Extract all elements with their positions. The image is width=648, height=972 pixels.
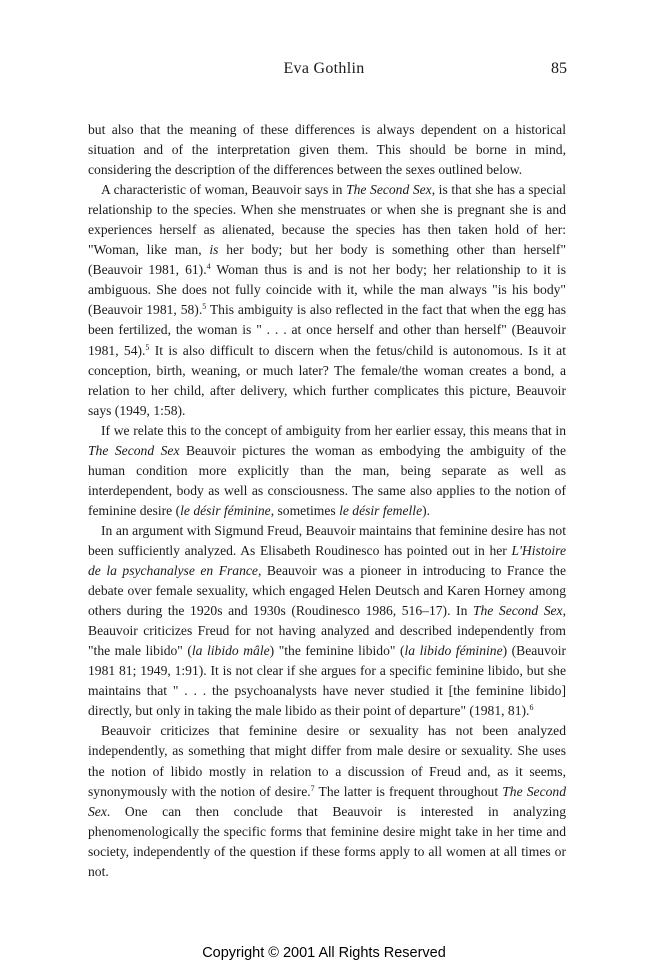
text-run: In an argument with Sigmund Freud, Beauvoir maintains that feminine desire has not been sufficiently analyzed. As Elisabeth Roudinesco has pointed out in her: [88, 522, 566, 558]
italic-text: is: [209, 242, 219, 258]
body-paragraph: [88, 521, 566, 721]
footnote-marker: 7: [310, 783, 315, 793]
text-run: Woman thus is and is not her body; her relationship to it is ambiguous. She does not fully coincide with it, while the man always "is his body" (Beauvoir 1981, 58).: [88, 262, 566, 318]
text-run: . One can then conclude that Beauvoir is interested in analyzing phenomenologically the specific forms that feminine desire might take in her time and society, independently of the question if these forms apply to all women at all times or not.: [88, 803, 566, 879]
text-run: , Beauvoir criticizes Freud for not having analyzed and described independently from "the male libido" (: [88, 603, 566, 659]
italic-text: The Second Sex: [88, 442, 180, 458]
body-paragraph: [88, 421, 566, 521]
running-head: [0, 60, 648, 82]
italic-text: le désir femelle: [339, 502, 423, 518]
italic-text: la libido féminine: [404, 643, 503, 659]
body-paragraph: [88, 721, 566, 881]
text-run: her body; but her body is something other than herself" (Beauvoir 1981, 61).: [88, 242, 566, 278]
text-run: , is that she has a special relationship to the species. When she menstruates or when she is pregnant she is and experiences herself as alienated, because the species has then taken hold of her: "Woman, like man,: [88, 182, 566, 258]
italic-text: la libido mâle: [191, 643, 270, 659]
page-number: 85: [551, 60, 567, 77]
text-run: This ambiguity is also reflected in the fact that when the egg has been fertilized, the woman is " . . . at once herself and other than herself" (Beauvoir 1981, 54).: [88, 302, 566, 358]
footnote-marker: 5: [202, 302, 207, 312]
italic-text: L'Histoire de la psychanalyse en France: [88, 542, 566, 579]
text-run: ) (Beauvoir 1981 81; 1949, 1:91). It is not clear if she argues for a specific feminine libido, but she maintains that " . . . the psychoanalysts have never studied it [the feminine libido] directly, but only in taking the male libido as their point of departure" (1981, 81).: [88, 643, 566, 719]
italic-text: The Second Sex: [472, 603, 563, 619]
body-paragraph: [88, 180, 566, 421]
footnote-marker: 6: [529, 703, 534, 713]
text-run: ).: [422, 502, 431, 518]
running-head-author: Eva Gothlin: [283, 60, 365, 77]
text-run: If we relate this to the concept of ambiguity from her earlier essay, this means that in: [101, 422, 566, 438]
text-run: A characteristic of woman, Beauvoir says in: [101, 182, 347, 198]
body-text: [88, 120, 566, 882]
text-run: Beauvoir criticizes that feminine desire or sexuality has not been analyzed independently, as something that might differ from male desire or sexuality. She uses the notion of libido mostly in relation to a discussion of Freud and, as it seems, synonymously with the notion of desire.: [88, 723, 566, 799]
italic-text: le désir féminine: [180, 502, 271, 518]
footnote-marker: 4: [206, 262, 211, 272]
body-paragraph: [88, 120, 566, 180]
text-run: , sometimes: [270, 502, 340, 518]
text-run: The latter is frequent throughout: [314, 783, 503, 799]
italic-text: The Second Sex: [346, 182, 432, 198]
text-run: but also that the meaning of these differences is always dependent on a historical situation and of the interpretation given them. This should be borne in mind, considering the description of the differences between the sexes outlined below.: [88, 122, 566, 178]
text-run: , Beauvoir was a pioneer in introducing to France the debate over female sexuality, which engaged Helen Deutsch and Karen Horney among others during the 1920s and 1930s (Roudinesco 1986, 516–17). In: [88, 563, 566, 619]
italic-text: The Second Sex: [88, 783, 567, 819]
text-run: ) "the feminine libido" (: [269, 643, 405, 659]
text-run: It is also difficult to discern when the fetus/child is autonomous. Is it at conception, birth, weaning, or much later? The female/the woman creates a bond, a relation to her child, after delivery, which further complicates this picture, Beauvoir says (1949, 1:58).: [88, 342, 566, 418]
footnote-marker: 5: [145, 342, 150, 352]
text-run: Beauvoir pictures the woman as embodying the ambiguity of the human condition more explicitly than the man, being separate as well as interdependent, body as well as consciousness. The same also applies to the notion of feminine desire (: [88, 442, 566, 518]
copyright-notice: Copyright © 2001 All Rights Reserved: [202, 945, 446, 961]
